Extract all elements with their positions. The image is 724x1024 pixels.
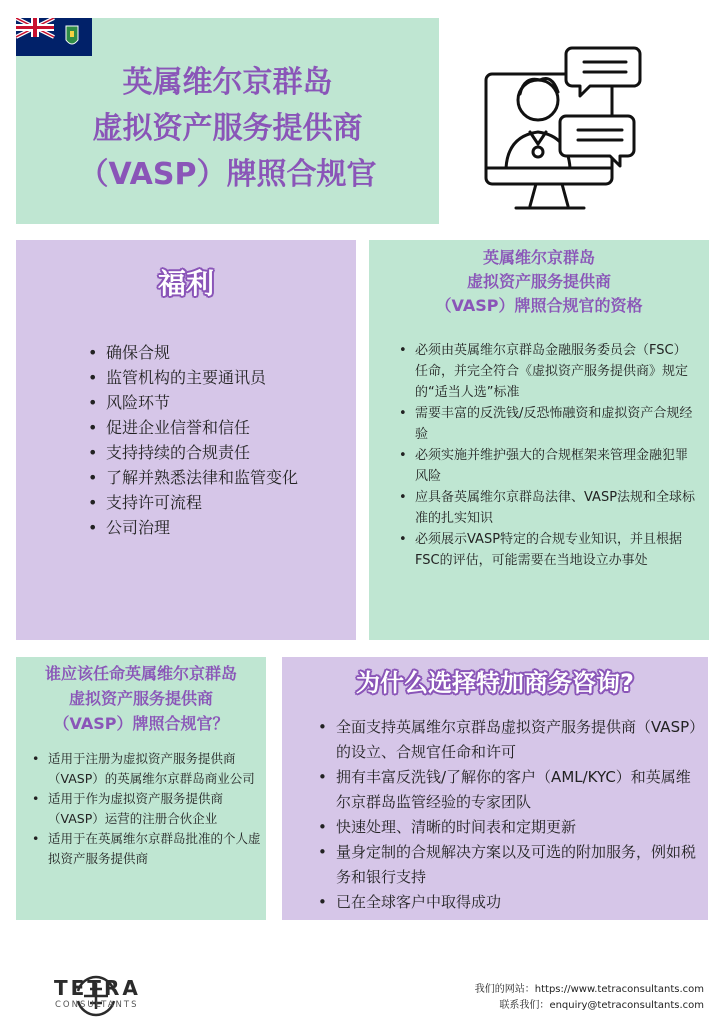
who-list [32, 749, 262, 869]
website-link[interactable]: https://www.tetraconsultants.com [534, 984, 704, 995]
who-title [16, 661, 266, 736]
list-item: • 拥有丰富反洗钱/了解你的客户（AML/KYC）和英属维尔京群岛监管经验的专家团队 [318, 765, 698, 815]
logo-name: TETRA [54, 976, 141, 1000]
website-label: 我们的网站： [474, 984, 535, 995]
bvi-flag-icon [16, 18, 92, 56]
list-item: • 应具备英属维尔京群岛法律、VASP法规和全球标准的扎实知识 [399, 487, 699, 529]
list-item: • 适用于注册为虚拟资产服务提供商（VASP）的英属维尔京群岛商业公司 [32, 749, 262, 789]
title-line: 虚拟资产服务提供商 [68, 689, 213, 708]
email-link[interactable]: enquiry@tetraconsultants.com [549, 1000, 704, 1011]
list-item: • 需要丰富的反洗钱/反恐怖融资和虚拟资产合规经验 [399, 403, 699, 445]
list-item: • 支持许可流程 [88, 490, 298, 515]
email-line [475, 998, 704, 1014]
qualifications-list [399, 340, 699, 571]
list-item: • 监管机构的主要通讯员 [88, 365, 298, 390]
list-item: • 促进企业信誉和信任 [88, 415, 298, 440]
list-item: • 必须由英属维尔京群岛金融服务委员会（FSC）任命，并完全符合《虚拟资产服务提供商》规定的“适当人选”标准 [399, 340, 699, 403]
list-item: • 已在全球客户中取得成功 [318, 890, 698, 915]
list-item: • 必须实施并维护强大的合规框架来管理金融犯罪风险 [399, 445, 699, 487]
title-line: （VASP）牌照合规官？ [53, 714, 229, 733]
benefits-title: 福利 [157, 267, 214, 300]
qualifications-panel [369, 240, 709, 640]
title-line: 英属维尔京群岛 [482, 248, 595, 267]
logo-subtitle: CONSULTANTS [55, 1000, 139, 1010]
person-on-monitor-with-chat-bubbles-icon [480, 40, 650, 215]
list-item: • 快速处理、清晰的时间表和定期更新 [318, 815, 698, 840]
list-item: • 适用于作为虚拟资产服务提供商（VASP）运营的注册合伙企业 [32, 789, 262, 829]
who-should-appoint-panel [16, 657, 266, 920]
why-list [318, 715, 698, 915]
title-line: （VASP）牌照合规官的资格 [435, 296, 643, 315]
list-item: • 确保合规 [88, 340, 298, 365]
list-item: • 公司治理 [88, 515, 298, 540]
list-item: • 适用于在英属维尔京群岛批准的个人虚拟资产服务提供商 [32, 829, 262, 869]
why-title: 为什么选择特加商务咨询? [356, 669, 634, 697]
title-line: 英属维尔京群岛 [122, 65, 333, 100]
list-item: • 全面支持英属维尔京群岛虚拟资产服务提供商（VASP）的设立、合规官任命和许可 [318, 715, 698, 765]
list-item: • 风险环节 [88, 390, 298, 415]
title-line: 虚拟资产服务提供商 [466, 272, 611, 291]
title-line: 虚拟资产服务提供商 [92, 111, 363, 146]
benefits-list [88, 340, 298, 540]
benefits-panel [16, 240, 356, 640]
title-line: 谁应该任命英属维尔京群岛 [44, 664, 237, 683]
title-line: （VASP）牌照合规官 [78, 157, 377, 192]
qualifications-title [369, 246, 709, 318]
list-item: • 量身定制的合规解决方案以及可选的附加服务，例如税务和银行支持 [318, 840, 698, 890]
list-item: • 了解并熟悉法律和监管变化 [88, 465, 298, 490]
footer-contact [475, 982, 704, 1014]
why-choose-panel [282, 657, 708, 920]
list-item: • 支持持续的合规责任 [88, 440, 298, 465]
list-item: • 必须展示VASP特定的合规专业知识，并且根据FSC的评估，可能需要在当地设立办事处 [399, 529, 699, 571]
contact-label: 联系我们： [499, 1000, 550, 1011]
website-line [475, 982, 704, 998]
page-title [16, 60, 439, 198]
